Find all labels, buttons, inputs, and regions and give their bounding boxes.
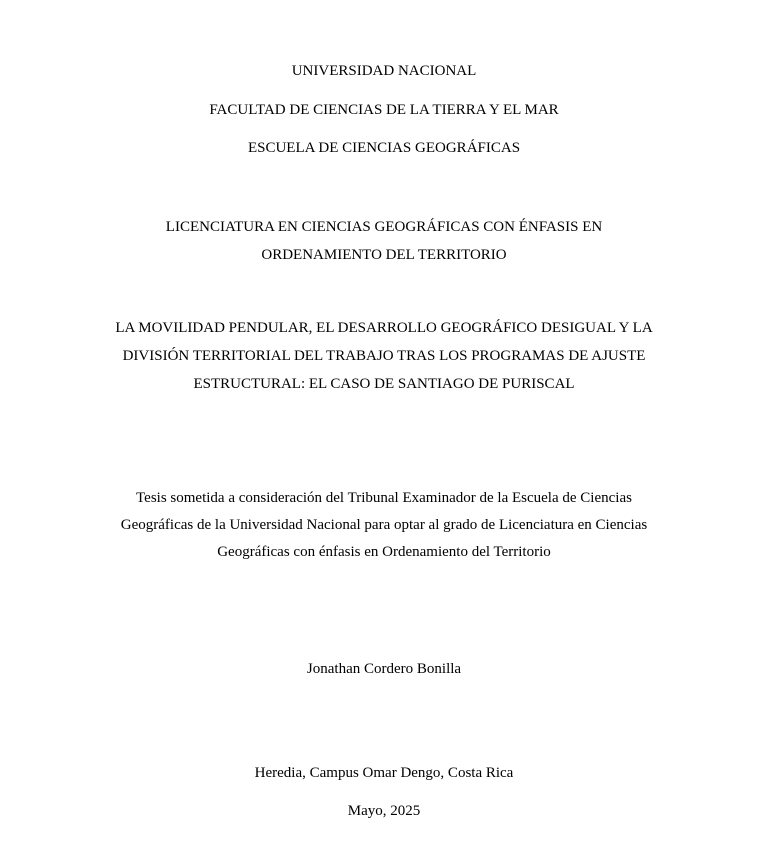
thesis-title [0, 314, 768, 398]
degree-title-line: ORDENAMIENTO DEL TERRITORIO [261, 247, 507, 263]
school-name: ESCUELA DE CIENCIAS GEOGRÁFICAS [247, 140, 521, 156]
submission-line: Geográficas de la Universidad Nacional para optar al grado de Licenciatura en Ciencias [120, 517, 648, 533]
degree-title-line: LICENCIATURA EN CIENCIAS GEOGRÁFICAS CON ÉNFASIS EN [165, 219, 603, 235]
university-name: UNIVERSIDAD NACIONAL [291, 63, 477, 79]
submission-line: Tesis sometida a consideración del Tribunal Examinador de la Escuela de Ciencias [136, 490, 632, 506]
thesis-title-line: ESTRUCTURAL: EL CASO DE SANTIAGO DE PURISCAL [193, 376, 575, 392]
submission-line: Geográficas con énfasis en Ordenamiento del Territorio [217, 544, 551, 560]
thesis-title-line: DIVISIÓN TERRITORIAL DEL TRABAJO TRAS LOS PROGRAMAS DE AJUSTE [122, 348, 646, 364]
degree-title [0, 213, 768, 269]
place: Heredia, Campus Omar Dengo, Costa Rica [254, 765, 514, 781]
thesis-title-line: LA MOVILIDAD PENDULAR, EL DESARROLLO GEOGRÁFICO DESIGUAL Y LA [115, 320, 653, 336]
date: Mayo, 2025 [347, 803, 421, 819]
submission-statement [0, 485, 768, 566]
author-name: Jonathan Cordero Bonilla [306, 661, 462, 677]
faculty-name: FACULTAD DE CIENCIAS DE LA TIERRA Y EL MAR [209, 102, 559, 118]
